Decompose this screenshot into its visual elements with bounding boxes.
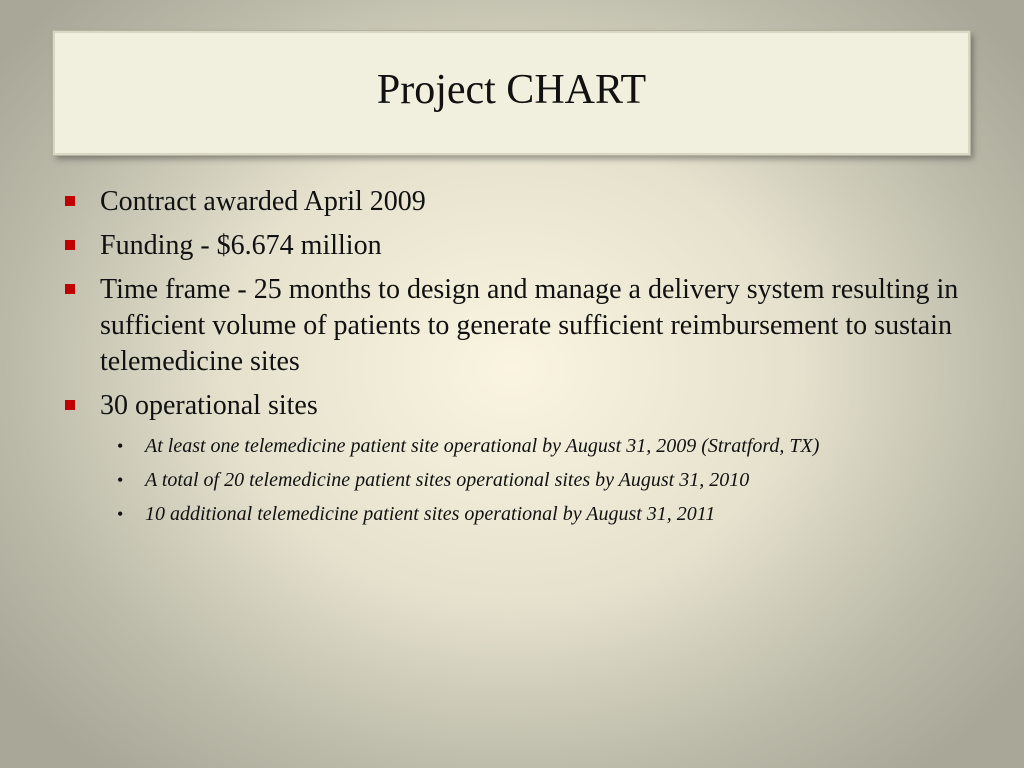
square-bullet-icon: [65, 240, 75, 250]
bullet-item-time-frame: [62, 272, 962, 380]
dot-bullet-icon: •: [117, 504, 124, 524]
square-bullet-icon: [65, 400, 75, 410]
sub-bullet-item: [62, 466, 962, 494]
square-bullet-icon: [65, 284, 75, 294]
bullet-text: 30 operational sites: [100, 390, 318, 421]
dot-bullet-icon: •: [117, 436, 124, 456]
bullet-item-sites: [62, 388, 962, 424]
bullet-item-contract: [62, 184, 962, 220]
sub-bullet-text: 10 additional telemedicine patient sites operational by August 31, 2011: [145, 503, 716, 525]
bullet-text: Contract awarded April 2009: [100, 186, 426, 217]
title-box: [53, 31, 970, 155]
dot-bullet-icon: •: [117, 470, 124, 490]
slide-title: Project CHART: [376, 67, 647, 113]
sub-bullet-item: [62, 500, 962, 528]
sub-bullet-text: At least one telemedicine patient site operational by August 31, 2009 (Stratford, TX): [145, 435, 820, 457]
bullet-text: Time frame - 25 months to design and manage a delivery system resulting in sufficient volume of patients to generate sufficient reimbursement to sustain telemedicine sites: [100, 274, 959, 377]
sub-bullet-list: [62, 432, 962, 528]
bullet-item-funding: [62, 228, 962, 264]
bullet-list: [62, 184, 962, 534]
sub-bullet-item: [62, 432, 962, 460]
sub-bullet-text: A total of 20 telemedicine patient sites operational sites by August 31, 2010: [145, 469, 750, 491]
square-bullet-icon: [65, 196, 75, 206]
bullet-text: Funding - $6.674 million: [100, 230, 382, 261]
